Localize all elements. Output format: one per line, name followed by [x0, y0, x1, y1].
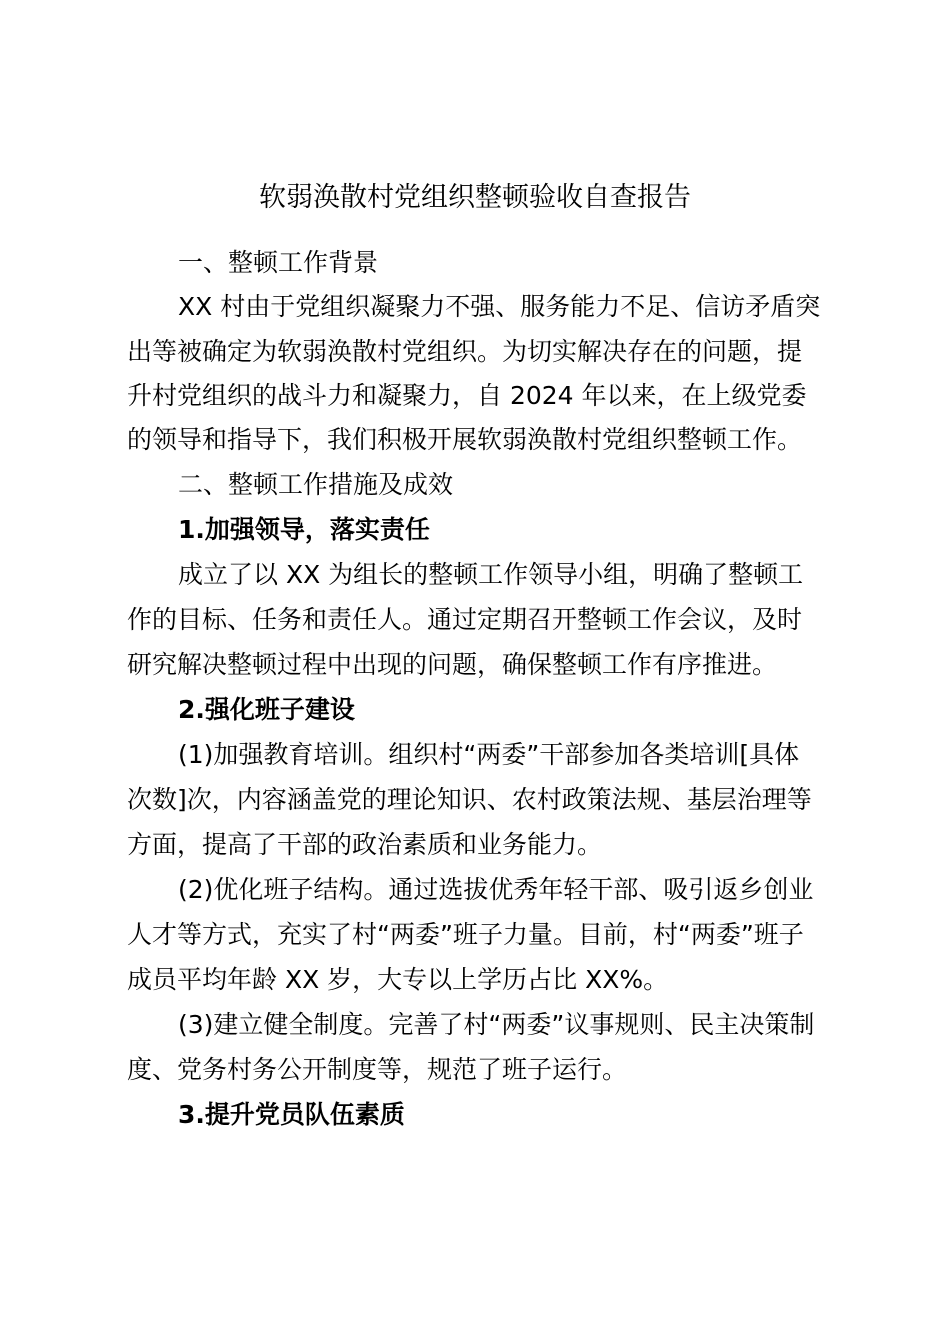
paragraph-line: 出等被确定为软弱涣散村党组织。为切实解决存在的问题，提	[127, 337, 803, 366]
section-heading-2: 二、整顿工作措施及成效	[178, 470, 454, 499]
paragraph-line: 度、党务村务公开制度等，规范了班子运行。	[127, 1055, 628, 1084]
paragraph-line: XX 村由于党组织凝聚力不强、服务能力不足、信访矛盾突	[178, 292, 821, 321]
subheading-2: 2.强化班子建设	[178, 695, 355, 724]
section-heading-1: 一、整顿工作背景	[178, 248, 379, 277]
paragraph-line: (3)建立健全制度。完善了村“两委”议事规则、民主决策制	[178, 1010, 815, 1039]
paragraph-line: (2)优化班子结构。通过选拔优秀年轻干部、吸引返乡创业	[178, 875, 814, 904]
subheading-1: 1.加强领导，落实责任	[178, 515, 430, 544]
paragraph-line: 作的目标、任务和责任人。通过定期召开整顿工作会议，及时	[127, 605, 803, 634]
paragraph-line: 次数]次，内容涵盖党的理论知识、农村政策法规、基层治理等	[127, 785, 812, 814]
subheading-3: 3.提升党员队伍素质	[178, 1100, 405, 1129]
paragraph-line: 成员平均年龄 XX 岁，大专以上学历占比 XX%。	[127, 965, 669, 994]
paragraph-line: 升村党组织的战斗力和凝聚力，自 2024 年以来，在上级党委	[127, 381, 807, 410]
paragraph-line: 研究解决整顿过程中出现的问题，确保整顿工作有序推进。	[127, 650, 778, 679]
paragraph-line: 成立了以 XX 为组长的整顿工作领导小组，明确了整顿工	[178, 560, 804, 589]
paragraph-line: 人才等方式，充实了村“两委”班子力量。目前，村“两委”班子	[127, 920, 804, 949]
paragraph-line: 的领导和指导下，我们积极开展软弱涣散村党组织整顿工作。	[127, 425, 803, 454]
document-title: 软弱涣散村党组织整顿验收自查报告	[259, 182, 691, 213]
paragraph-line: 方面，提高了干部的政治素质和业务能力。	[127, 830, 603, 859]
paragraph-line: (1)加强教育培训。组织村“两委”干部参加各类培训[具体	[178, 740, 800, 769]
